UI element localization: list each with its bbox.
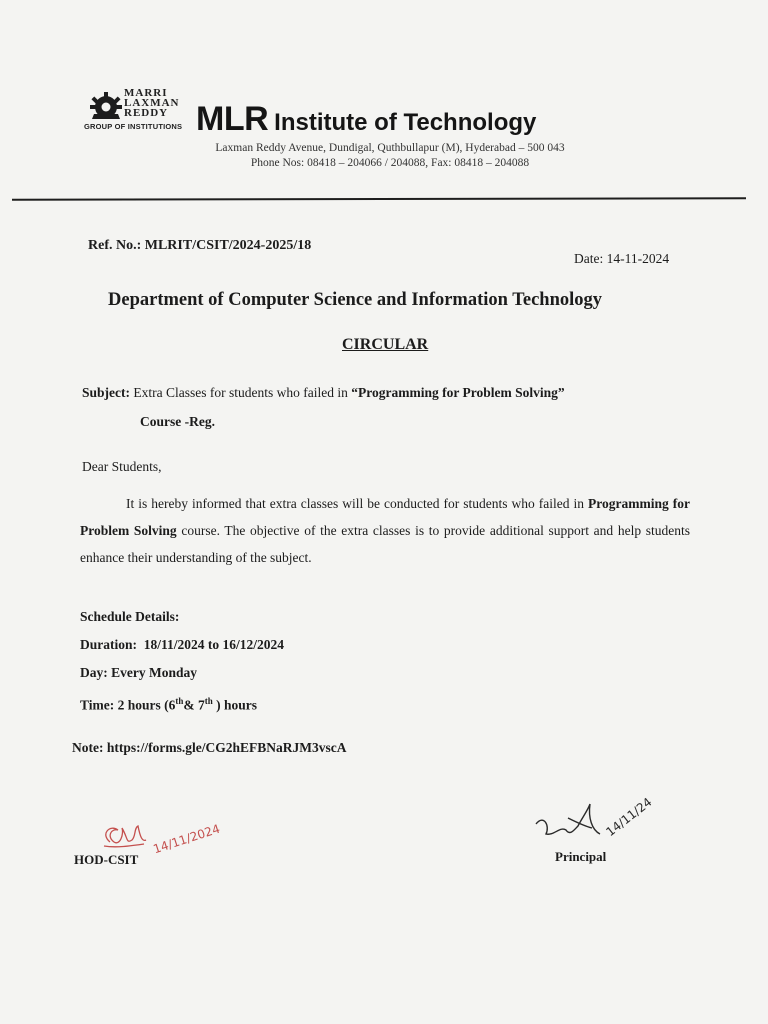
principal-signature-date: 14/11/24 [603,794,655,840]
gear-icon [88,90,124,120]
brand-rest: Institute of Technology [274,109,537,136]
body-paragraph [80,490,690,571]
logo-group-text: GROUP OF INSTITUTIONS [84,122,183,131]
circular-date: Date: 14-11-2024 [574,251,670,266]
time-sup-1: th [175,696,184,706]
logo-line-reddy: REDDY [124,107,169,119]
logo-line-marri: MARRI [124,87,168,99]
registration-note[interactable]: Note: https://forms.gle/CG2hEFBNaRJM3vscA [72,740,347,755]
institution-address [190,141,590,171]
phone-line: Phone Nos: 08418 – 204066 / 204088, Fax: 08418 – 204088 [250,157,530,169]
logo-text [124,88,180,118]
body-part1: It is hereby informed that extra classes will be conducted for students who failed in [126,496,589,511]
hod-label: HOD-CSIT [74,852,139,867]
reference-number: Ref. No.: MLRIT/CSIT/2024-2025/18 [88,238,312,253]
schedule-duration [80,631,284,659]
schedule-day: Day: Every Monday [80,665,197,680]
department-title: Department of Computer Science and Information Technology [108,290,603,310]
hod-signature-date: 14/11/2024 [151,821,222,857]
subject-text: Extra Classes for students who failed in [130,385,352,400]
institution-name [196,100,536,139]
address-line: Laxman Reddy Avenue, Dundigal, Quthbullapur (M), Hyderabad – 500 043 [215,142,565,154]
subject-line-2: Course -Reg. [140,414,215,429]
schedule-time [80,687,284,720]
brand-short: MLR [196,100,269,138]
duration-value: 18/11/2024 to 16/12/2024 [143,637,285,652]
subject-line [82,385,565,401]
time-pre: Time: 2 hours (6 [80,697,176,713]
time-mid: & 7 [183,697,205,713]
logo-line-laxman: LAXMAN [124,97,180,109]
salutation: Dear Students, [82,459,162,474]
body-part2: course. The objective of the extra classes is to provide additional support and help students enhance their understanding of the subject. [80,523,690,565]
circular-title: CIRCULAR [342,336,429,353]
institution-logo [84,88,194,134]
subject-course: “Programming for Problem Solving” [351,385,565,400]
subject-label: Subject: [82,385,130,400]
body-course: Programming for Problem Solving [80,496,690,538]
time-post: ) hours [212,697,258,713]
time-sup-2: th [204,696,213,706]
principal-label: Principal [555,849,607,864]
schedule-heading: Schedule Details: [80,609,180,624]
header-divider [12,197,746,201]
schedule-details [80,603,284,720]
duration-label: Duration: [80,637,137,652]
